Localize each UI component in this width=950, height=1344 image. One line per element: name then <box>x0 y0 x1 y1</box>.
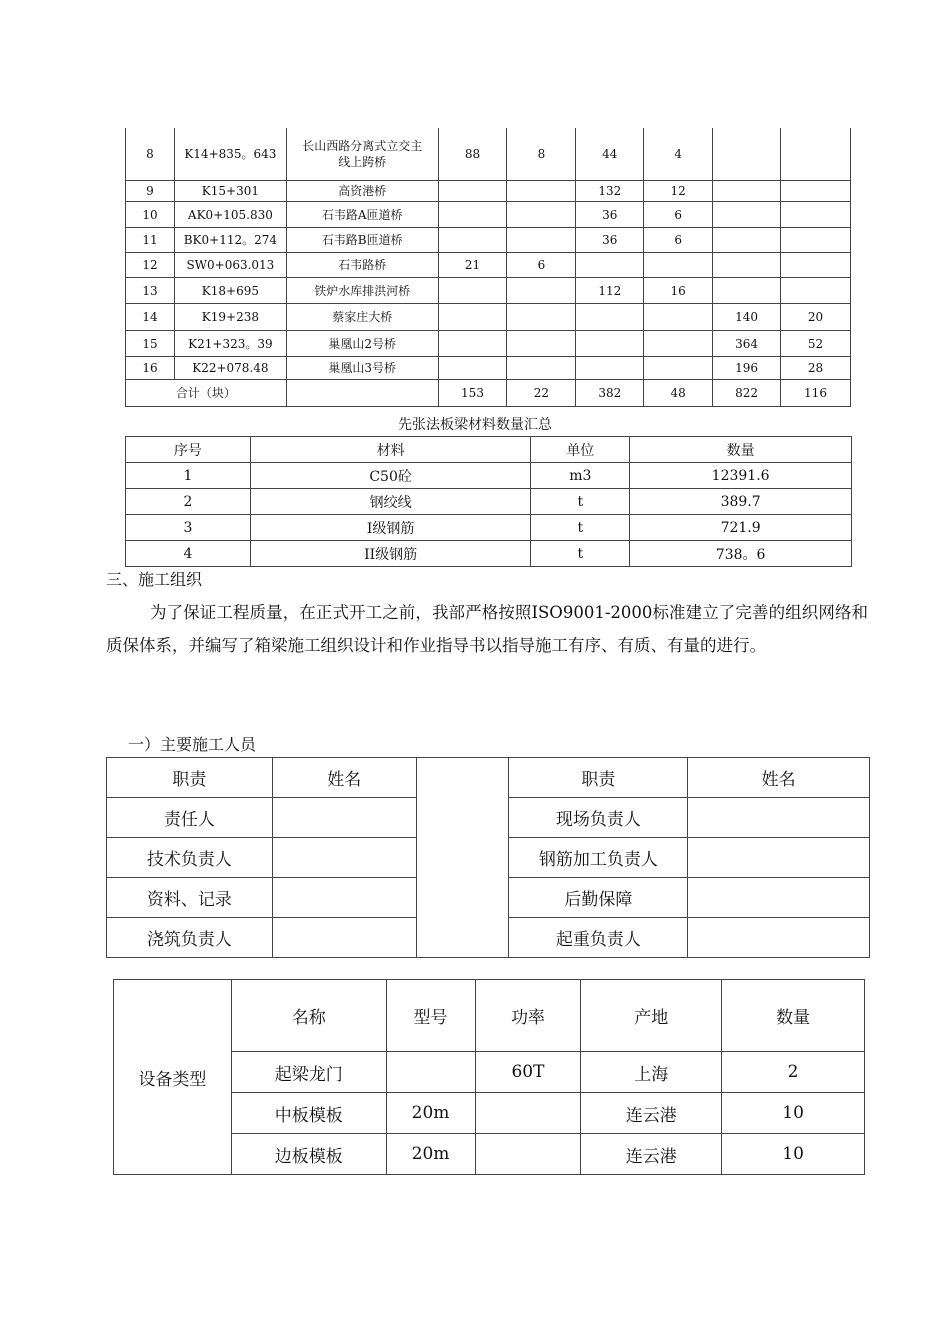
table-cell: 12391.6 <box>630 463 852 489</box>
row-number: 12 <box>126 253 175 278</box>
role-cell: 现场负责人 <box>509 798 688 838</box>
table-cell: 上海 <box>581 1052 722 1093</box>
name-cell <box>688 798 870 838</box>
count-3: 112 <box>576 278 644 304</box>
station: K18+695 <box>174 278 286 304</box>
count-4 <box>644 357 713 380</box>
row-number: 15 <box>126 331 175 357</box>
count-6 <box>781 253 851 278</box>
table-row <box>126 181 851 202</box>
table-cell: 389.7 <box>630 489 852 515</box>
total-blank <box>286 380 438 407</box>
count-2 <box>507 331 576 357</box>
count-6 <box>781 202 851 228</box>
material-table-caption: 先张法板梁材料数量汇总 <box>398 417 552 433</box>
row-number: 8 <box>126 128 175 181</box>
count-4 <box>644 304 713 331</box>
equipment-type-label: 设备类型 <box>114 980 232 1175</box>
material-summary-table <box>125 436 852 567</box>
count-3: 36 <box>576 228 644 253</box>
column-header: 职责 <box>509 758 688 798</box>
table-cell <box>386 1052 475 1093</box>
count-1 <box>438 181 507 202</box>
staff-table <box>106 757 870 958</box>
column-header: 名称 <box>231 980 386 1052</box>
table-cell: 4 <box>126 541 251 567</box>
name-cell <box>688 878 870 918</box>
table-cell: I级钢筋 <box>250 515 531 541</box>
staff-subheading: 一）主要施工人员 <box>128 735 257 754</box>
count-3 <box>576 304 644 331</box>
role-cell: 技术负责人 <box>107 838 273 878</box>
total-count-1: 153 <box>438 380 507 407</box>
count-2: 8 <box>507 128 576 181</box>
station: BK0+112。274 <box>174 228 286 253</box>
bridge-name: 巢凰山2号桥 <box>286 331 438 357</box>
station: AK0+105.830 <box>174 202 286 228</box>
table-row <box>126 541 852 567</box>
row-number: 14 <box>126 304 175 331</box>
total-label: 合计（块） <box>126 380 287 407</box>
count-6 <box>781 278 851 304</box>
count-4 <box>644 331 713 357</box>
table-cell: 钢绞线 <box>250 489 531 515</box>
count-2 <box>507 278 576 304</box>
bridge-count-table <box>125 128 851 407</box>
table-cell: 738。6 <box>630 541 852 567</box>
station: K21+323。39 <box>174 331 286 357</box>
total-count-3: 382 <box>576 380 644 407</box>
count-4: 12 <box>644 181 713 202</box>
count-5 <box>713 253 781 278</box>
count-2 <box>507 228 576 253</box>
count-4: 16 <box>644 278 713 304</box>
row-number: 13 <box>126 278 175 304</box>
table-row <box>126 228 851 253</box>
table-cell: t <box>531 541 630 567</box>
table-cell: 连云港 <box>581 1093 722 1134</box>
equipment-table <box>113 979 865 1175</box>
row-number: 9 <box>126 181 175 202</box>
role-cell: 资料、记录 <box>107 878 273 918</box>
table-cell: 1 <box>126 463 251 489</box>
row-number: 10 <box>126 202 175 228</box>
count-1 <box>438 357 507 380</box>
station: K15+301 <box>174 181 286 202</box>
count-1: 21 <box>438 253 507 278</box>
count-6 <box>781 181 851 202</box>
role-cell: 后勤保障 <box>509 878 688 918</box>
table-cell: II级钢筋 <box>250 541 531 567</box>
column-header: 单位 <box>531 437 630 463</box>
count-4: 4 <box>644 128 713 181</box>
name-cell <box>272 918 416 958</box>
total-count-6: 116 <box>781 380 851 407</box>
table-cell: 60T <box>475 1052 581 1093</box>
bridge-name: 高资港桥 <box>286 181 438 202</box>
table-row <box>126 202 851 228</box>
count-5 <box>713 128 781 181</box>
bridge-name: 巢凰山3号桥 <box>286 357 438 380</box>
count-1 <box>438 228 507 253</box>
count-2 <box>507 202 576 228</box>
table-cell: 2 <box>722 1052 865 1093</box>
count-1 <box>438 331 507 357</box>
table-cell: t <box>531 489 630 515</box>
station: K19+238 <box>174 304 286 331</box>
count-4 <box>644 253 713 278</box>
count-4: 6 <box>644 228 713 253</box>
table-row <box>126 357 851 380</box>
table-cell: 20m <box>386 1093 475 1134</box>
count-6 <box>781 128 851 181</box>
count-5 <box>713 181 781 202</box>
count-5 <box>713 278 781 304</box>
count-2 <box>507 304 576 331</box>
table-cell: 起梁龙门 <box>231 1052 386 1093</box>
section-paragraph: 为了保证工程质量，在正式开工之前，我部严格按照ISO9001-2000标准建立了完善的组织网络和质保体系，并编写了箱梁施工组织设计和作业指导书以指导施工有序、有质、有量的进行。 <box>106 603 868 655</box>
table-cell: 3 <box>126 515 251 541</box>
center-gap <box>416 758 509 958</box>
section-heading: 三、施工组织 <box>106 570 203 589</box>
column-header: 材料 <box>250 437 531 463</box>
name-cell <box>688 838 870 878</box>
column-header: 型号 <box>386 980 475 1052</box>
row-number: 16 <box>126 357 175 380</box>
name-cell <box>688 918 870 958</box>
count-1 <box>438 202 507 228</box>
station: K14+835。643 <box>174 128 286 181</box>
count-5: 140 <box>713 304 781 331</box>
table-cell: C50砼 <box>250 463 531 489</box>
count-3: 44 <box>576 128 644 181</box>
column-header: 姓名 <box>688 758 870 798</box>
count-2 <box>507 181 576 202</box>
header-row <box>107 758 870 798</box>
table-cell: 中板模板 <box>231 1093 386 1134</box>
table-cell: 边板模板 <box>231 1134 386 1175</box>
table-cell: 20m <box>386 1134 475 1175</box>
count-6 <box>781 228 851 253</box>
count-6: 20 <box>781 304 851 331</box>
station: SW0+063.013 <box>174 253 286 278</box>
role-cell: 责任人 <box>107 798 273 838</box>
count-5 <box>713 202 781 228</box>
table-cell <box>475 1134 581 1175</box>
column-header: 功率 <box>475 980 581 1052</box>
table-row <box>126 128 851 181</box>
header-row <box>126 437 852 463</box>
total-count-2: 22 <box>507 380 576 407</box>
role-cell: 起重负责人 <box>509 918 688 958</box>
bridge-name: 铁炉水库排洪河桥 <box>286 278 438 304</box>
count-1: 88 <box>438 128 507 181</box>
bridge-name: 长山西路分离式立交主 线上跨桥 <box>286 128 438 181</box>
count-5: 196 <box>713 357 781 380</box>
total-row <box>126 380 851 407</box>
bridge-name: 石韦路A匝道桥 <box>286 202 438 228</box>
column-header: 产地 <box>581 980 722 1052</box>
bridge-name: 石韦路桥 <box>286 253 438 278</box>
table-row <box>126 489 852 515</box>
total-count-5: 822 <box>713 380 781 407</box>
count-2 <box>507 357 576 380</box>
header-row <box>114 980 865 1052</box>
count-1 <box>438 304 507 331</box>
table-row <box>126 463 852 489</box>
count-5: 364 <box>713 331 781 357</box>
column-header: 序号 <box>126 437 251 463</box>
station: K22+078.48 <box>174 357 286 380</box>
count-1 <box>438 278 507 304</box>
column-header: 职责 <box>107 758 273 798</box>
row-number: 11 <box>126 228 175 253</box>
name-cell <box>272 878 416 918</box>
table-cell: 10 <box>722 1134 865 1175</box>
table-cell: 2 <box>126 489 251 515</box>
table-cell: 721.9 <box>630 515 852 541</box>
count-3 <box>576 331 644 357</box>
count-3: 132 <box>576 181 644 202</box>
table-cell <box>475 1093 581 1134</box>
count-3 <box>576 253 644 278</box>
column-header: 姓名 <box>272 758 416 798</box>
table-row <box>126 278 851 304</box>
count-3 <box>576 357 644 380</box>
table-row <box>126 304 851 331</box>
total-count-4: 48 <box>644 380 713 407</box>
table-row <box>126 253 851 278</box>
count-4: 6 <box>644 202 713 228</box>
column-header: 数量 <box>722 980 865 1052</box>
bridge-name: 石韦路B匝道桥 <box>286 228 438 253</box>
name-cell <box>272 798 416 838</box>
table-cell: t <box>531 515 630 541</box>
table-cell: 10 <box>722 1093 865 1134</box>
table-cell: 连云港 <box>581 1134 722 1175</box>
table-row <box>126 331 851 357</box>
role-cell: 浇筑负责人 <box>107 918 273 958</box>
bridge-name: 蔡家庄大桥 <box>286 304 438 331</box>
count-6: 28 <box>781 357 851 380</box>
count-5 <box>713 228 781 253</box>
role-cell: 钢筋加工负责人 <box>509 838 688 878</box>
table-cell: m3 <box>531 463 630 489</box>
column-header: 数量 <box>630 437 852 463</box>
count-3: 36 <box>576 202 644 228</box>
table-row <box>126 515 852 541</box>
count-2: 6 <box>507 253 576 278</box>
count-6: 52 <box>781 331 851 357</box>
name-cell <box>272 838 416 878</box>
